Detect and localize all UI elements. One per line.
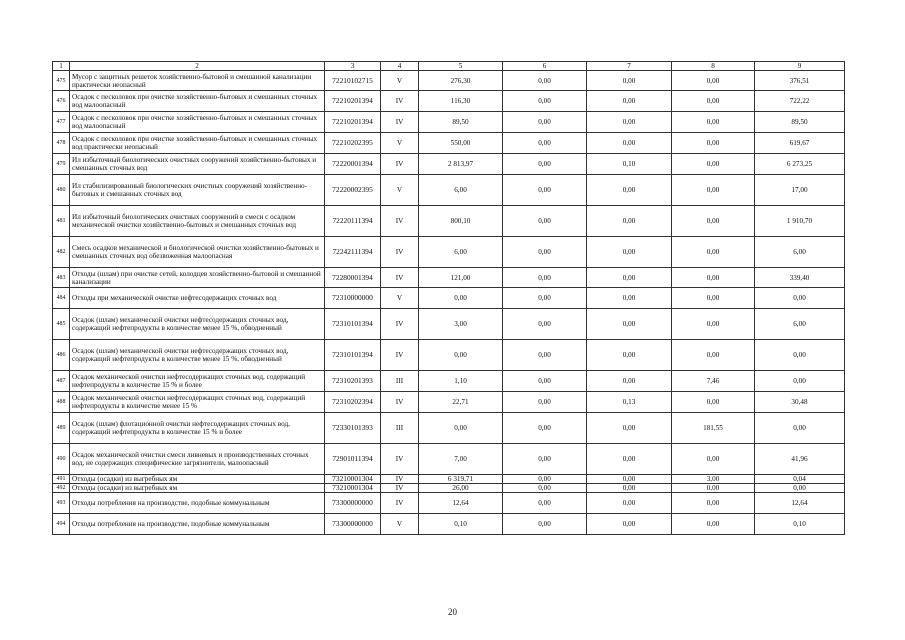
cell-cls: III	[381, 413, 419, 444]
cell-code: 72280001394	[325, 268, 381, 288]
cell-c8: 0,00	[672, 154, 755, 175]
table-row	[53, 371, 845, 392]
cell-c9: 0,00	[755, 340, 845, 371]
cell-c8: 7,46	[672, 371, 755, 392]
cell-num: 491	[53, 475, 70, 484]
cell-c8: 0,00	[672, 309, 755, 340]
cell-name: Осадок с песколовок при очистке хозяйственно-бытовых и смешанных сточных вод малоопасный	[70, 91, 325, 112]
cell-c5: 121,00	[419, 268, 503, 288]
cell-c8: 0,00	[672, 514, 755, 535]
cell-c5: 2 813,97	[419, 154, 503, 175]
cell-c9: 17,00	[755, 175, 845, 206]
cell-c6: 0,00	[503, 288, 587, 309]
table-row	[53, 493, 845, 514]
cell-num: 486	[53, 340, 70, 371]
cell-c7: 0,00	[587, 237, 672, 268]
table-row	[53, 175, 845, 206]
cell-c8: 0,00	[672, 91, 755, 112]
table-row	[53, 154, 845, 175]
cell-c5: 6 319,71	[419, 475, 503, 484]
cell-code: 72210201394	[325, 112, 381, 133]
header-cell: 5	[419, 62, 503, 71]
cell-num: 479	[53, 154, 70, 175]
table-row	[53, 71, 845, 91]
cell-cls: IV	[381, 493, 419, 514]
cell-code: 72310000000	[325, 288, 381, 309]
cell-c5: 3,00	[419, 309, 503, 340]
table-row	[53, 444, 845, 475]
cell-code: 72330101393	[325, 413, 381, 444]
cell-code: 73300000000	[325, 514, 381, 535]
cell-c5: 0,00	[419, 413, 503, 444]
cell-c7: 0,00	[587, 175, 672, 206]
cell-c9: 12,64	[755, 493, 845, 514]
cell-cls: IV	[381, 237, 419, 268]
cell-num: 483	[53, 268, 70, 288]
header-cell: 3	[325, 62, 381, 71]
cell-c8: 0,00	[672, 288, 755, 309]
cell-c6: 0,00	[503, 484, 587, 493]
cell-c7: 0,10	[587, 154, 672, 175]
cell-c9: 376,51	[755, 71, 845, 91]
cell-c6: 0,00	[503, 514, 587, 535]
cell-c8: 0,00	[672, 484, 755, 493]
table-row	[53, 288, 845, 309]
cell-c6: 0,00	[503, 309, 587, 340]
table-row	[53, 514, 845, 535]
cell-name: Осадок (шлам) механической очистки нефтесодержащих сточных вод, содержащий нефтепродукты в количестве менее 15 %, обводненный	[70, 340, 325, 371]
cell-c5: 89,50	[419, 112, 503, 133]
cell-num: 478	[53, 133, 70, 154]
cell-code: 72901011394	[325, 444, 381, 475]
cell-c9: 30,48	[755, 392, 845, 413]
header-cell: 7	[587, 62, 672, 71]
table-row	[53, 206, 845, 237]
cell-c5: 22,71	[419, 392, 503, 413]
cell-name: Осадок с песколовок при очистке хозяйственно-бытовых и смешанных сточных вод малоопасный	[70, 112, 325, 133]
table-row	[53, 91, 845, 112]
cell-c7: 0,00	[587, 206, 672, 237]
cell-c9: 6,00	[755, 309, 845, 340]
cell-name: Осадок с песколовок при очистке хозяйственно-бытовых и смешанных сточных вод практически неопасный	[70, 133, 325, 154]
cell-c9: 0,04	[755, 475, 845, 484]
header-cell: 8	[672, 62, 755, 71]
table-row	[53, 413, 845, 444]
cell-c6: 0,00	[503, 206, 587, 237]
cell-c5: 1,10	[419, 371, 503, 392]
cell-c9: 0,00	[755, 484, 845, 493]
cell-cls: V	[381, 133, 419, 154]
table-row	[53, 268, 845, 288]
cell-name: Отходы (шлам) при очистке сетей, колодцев хозяйственно-бытовой и смешанной канализации	[70, 268, 325, 288]
page-number: 20	[448, 607, 457, 617]
header-cell: 9	[755, 62, 845, 71]
cell-code: 72310101394	[325, 309, 381, 340]
table-row	[53, 484, 845, 493]
cell-code: 73210001304	[325, 484, 381, 493]
cell-c5: 12,64	[419, 493, 503, 514]
cell-c9: 0,10	[755, 514, 845, 535]
cell-c9: 619,67	[755, 133, 845, 154]
cell-num: 492	[53, 484, 70, 493]
cell-cls: V	[381, 71, 419, 91]
table-row	[53, 112, 845, 133]
cell-num: 485	[53, 309, 70, 340]
cell-c5: 6,00	[419, 175, 503, 206]
cell-cls: V	[381, 514, 419, 535]
cell-num: 484	[53, 288, 70, 309]
cell-c6: 0,00	[503, 175, 587, 206]
cell-c7: 0,00	[587, 309, 672, 340]
cell-num: 493	[53, 493, 70, 514]
cell-c5: 0,10	[419, 514, 503, 535]
cell-c8: 0,00	[672, 133, 755, 154]
cell-c7: 0,00	[587, 91, 672, 112]
cell-c6: 0,00	[503, 133, 587, 154]
cell-c7: 0,00	[587, 133, 672, 154]
table-row	[53, 475, 845, 484]
header-row	[53, 62, 845, 71]
cell-c8: 3,00	[672, 475, 755, 484]
cell-c7: 0,00	[587, 514, 672, 535]
cell-c7: 0,00	[587, 268, 672, 288]
cell-name: Осадок механической очистки нефтесодержащих сточных вод, содержащий нефтепродукты в количестве 15 % и более	[70, 371, 325, 392]
cell-code: 72210201394	[325, 91, 381, 112]
table-row	[53, 133, 845, 154]
cell-num: 480	[53, 175, 70, 206]
cell-num: 476	[53, 91, 70, 112]
cell-c6: 0,00	[503, 91, 587, 112]
cell-c5: 116,30	[419, 91, 503, 112]
cell-code: 73300000000	[325, 493, 381, 514]
cell-c5: 0,00	[419, 288, 503, 309]
cell-c6: 0,00	[503, 340, 587, 371]
cell-c9: 6 273,25	[755, 154, 845, 175]
cell-name: Отходы потребления на производстве, подобные коммунальным	[70, 514, 325, 535]
cell-c9: 339,40	[755, 268, 845, 288]
cell-code: 72242111394	[325, 237, 381, 268]
cell-name: Осадок механической очистки смеси ливневых и производственных сточных вод, не содержащих специфические загрязнители, малоопасный	[70, 444, 325, 475]
table-row	[53, 392, 845, 413]
cell-cls: IV	[381, 154, 419, 175]
cell-name: Отходы при механической очистке нефтесодержащих сточных вод	[70, 288, 325, 309]
cell-name: Осадок механической очистки нефтесодержащих сточных вод, содержащий нефтепродукты в количестве менее 15 %	[70, 392, 325, 413]
cell-c6: 0,00	[503, 71, 587, 91]
cell-c7: 0,00	[587, 475, 672, 484]
cell-c9: 0,00	[755, 413, 845, 444]
cell-c5: 26,00	[419, 484, 503, 493]
header-cell: 4	[381, 62, 419, 71]
cell-cls: IV	[381, 444, 419, 475]
cell-name: Осадок (шлам) флотационной очистки нефтесодержащих сточных вод, содержащий нефтепродукты в количестве 15 % и более	[70, 413, 325, 444]
cell-c6: 0,00	[503, 475, 587, 484]
cell-num: 475	[53, 71, 70, 91]
cell-c7: 0,00	[587, 413, 672, 444]
cell-cls: IV	[381, 91, 419, 112]
cell-cls: IV	[381, 112, 419, 133]
waste-table	[52, 61, 845, 535]
cell-num: 477	[53, 112, 70, 133]
cell-c5: 6,00	[419, 237, 503, 268]
cell-c6: 0,00	[503, 154, 587, 175]
cell-code: 73210001304	[325, 475, 381, 484]
cell-c6: 0,00	[503, 444, 587, 475]
cell-code: 72220111394	[325, 206, 381, 237]
cell-cls: III	[381, 371, 419, 392]
cell-code: 72210102715	[325, 71, 381, 91]
header-cell: 1	[53, 62, 70, 71]
cell-name: Отходы (осадки) из выгребных ям	[70, 475, 325, 484]
cell-c7: 0,00	[587, 288, 672, 309]
cell-cls: IV	[381, 392, 419, 413]
cell-c6: 0,00	[503, 413, 587, 444]
cell-num: 481	[53, 206, 70, 237]
cell-c9: 89,50	[755, 112, 845, 133]
cell-c6: 0,00	[503, 112, 587, 133]
cell-c8: 181,55	[672, 413, 755, 444]
cell-num: 489	[53, 413, 70, 444]
cell-name: Осадок (шлам) механической очистки нефтесодержащих сточных вод, содержащий нефтепродукты в количестве менее 15 %, обводненный	[70, 309, 325, 340]
cell-code: 72220002395	[325, 175, 381, 206]
cell-c8: 0,00	[672, 112, 755, 133]
cell-c9: 0,00	[755, 371, 845, 392]
cell-code: 72310202394	[325, 392, 381, 413]
cell-name: Смесь осадков механической и биологической очистки хозяйственно-бытовых и смешанных сточных вод обезвоженная малоопасная	[70, 237, 325, 268]
header-cell: 2	[70, 62, 325, 71]
cell-c9: 41,96	[755, 444, 845, 475]
cell-c7: 0,13	[587, 392, 672, 413]
cell-c7: 0,00	[587, 371, 672, 392]
cell-code: 72220001394	[325, 154, 381, 175]
cell-c8: 0,00	[672, 340, 755, 371]
cell-name: Ил избыточный биологических очистных сооружений хозяйственно-бытовых и смешанных сточных вод	[70, 154, 325, 175]
cell-name: Ил стабилизированный биологических очистных сооружений хозяйственно-бытовых и смешанных сточных вод	[70, 175, 325, 206]
cell-num: 494	[53, 514, 70, 535]
cell-c6: 0,00	[503, 392, 587, 413]
cell-c8: 0,00	[672, 71, 755, 91]
cell-c9: 1 910,70	[755, 206, 845, 237]
cell-cls: IV	[381, 484, 419, 493]
cell-c6: 0,00	[503, 237, 587, 268]
cell-cls: V	[381, 288, 419, 309]
cell-c6: 0,00	[503, 268, 587, 288]
cell-name: Отходы потребления на производстве, подобные коммунальным	[70, 493, 325, 514]
cell-cls: IV	[381, 268, 419, 288]
cell-c5: 550,00	[419, 133, 503, 154]
cell-name: Ил избыточный биологических очистных сооружений в смеси с осадком механической очистки хозяйственно-бытовых и смешанных сточных вод	[70, 206, 325, 237]
cell-c7: 0,00	[587, 484, 672, 493]
cell-code: 72310201393	[325, 371, 381, 392]
table-row	[53, 237, 845, 268]
cell-c5: 276,30	[419, 71, 503, 91]
cell-c9: 722,22	[755, 91, 845, 112]
cell-c5: 800,10	[419, 206, 503, 237]
cell-c7: 0,00	[587, 444, 672, 475]
cell-c8: 0,00	[672, 237, 755, 268]
cell-c8: 0,00	[672, 268, 755, 288]
cell-cls: V	[381, 175, 419, 206]
cell-c9: 0,00	[755, 288, 845, 309]
cell-c6: 0,00	[503, 371, 587, 392]
table-row	[53, 340, 845, 371]
cell-c7: 0,00	[587, 71, 672, 91]
cell-c8: 0,00	[672, 206, 755, 237]
cell-num: 488	[53, 392, 70, 413]
cell-cls: IV	[381, 309, 419, 340]
cell-cls: IV	[381, 206, 419, 237]
cell-c7: 0,00	[587, 340, 672, 371]
table-row	[53, 309, 845, 340]
cell-c7: 0,00	[587, 493, 672, 514]
cell-name: Мусор с защитных решеток хозяйственно-бытовой и смешанной канализации практически неопасный	[70, 71, 325, 91]
cell-c7: 0,00	[587, 112, 672, 133]
cell-c5: 7,00	[419, 444, 503, 475]
cell-cls: IV	[381, 340, 419, 371]
cell-c5: 0,00	[419, 340, 503, 371]
header-cell: 6	[503, 62, 587, 71]
cell-cls: IV	[381, 475, 419, 484]
cell-c8: 0,00	[672, 493, 755, 514]
cell-num: 487	[53, 371, 70, 392]
cell-num: 490	[53, 444, 70, 475]
cell-c8: 0,00	[672, 392, 755, 413]
cell-code: 72210202395	[325, 133, 381, 154]
cell-code: 72310101394	[325, 340, 381, 371]
cell-c8: 0,00	[672, 175, 755, 206]
cell-name: Отходы (осадки) из выгребных ям	[70, 484, 325, 493]
cell-num: 482	[53, 237, 70, 268]
cell-c6: 0,00	[503, 493, 587, 514]
cell-c9: 6,00	[755, 237, 845, 268]
cell-c8: 0,00	[672, 444, 755, 475]
